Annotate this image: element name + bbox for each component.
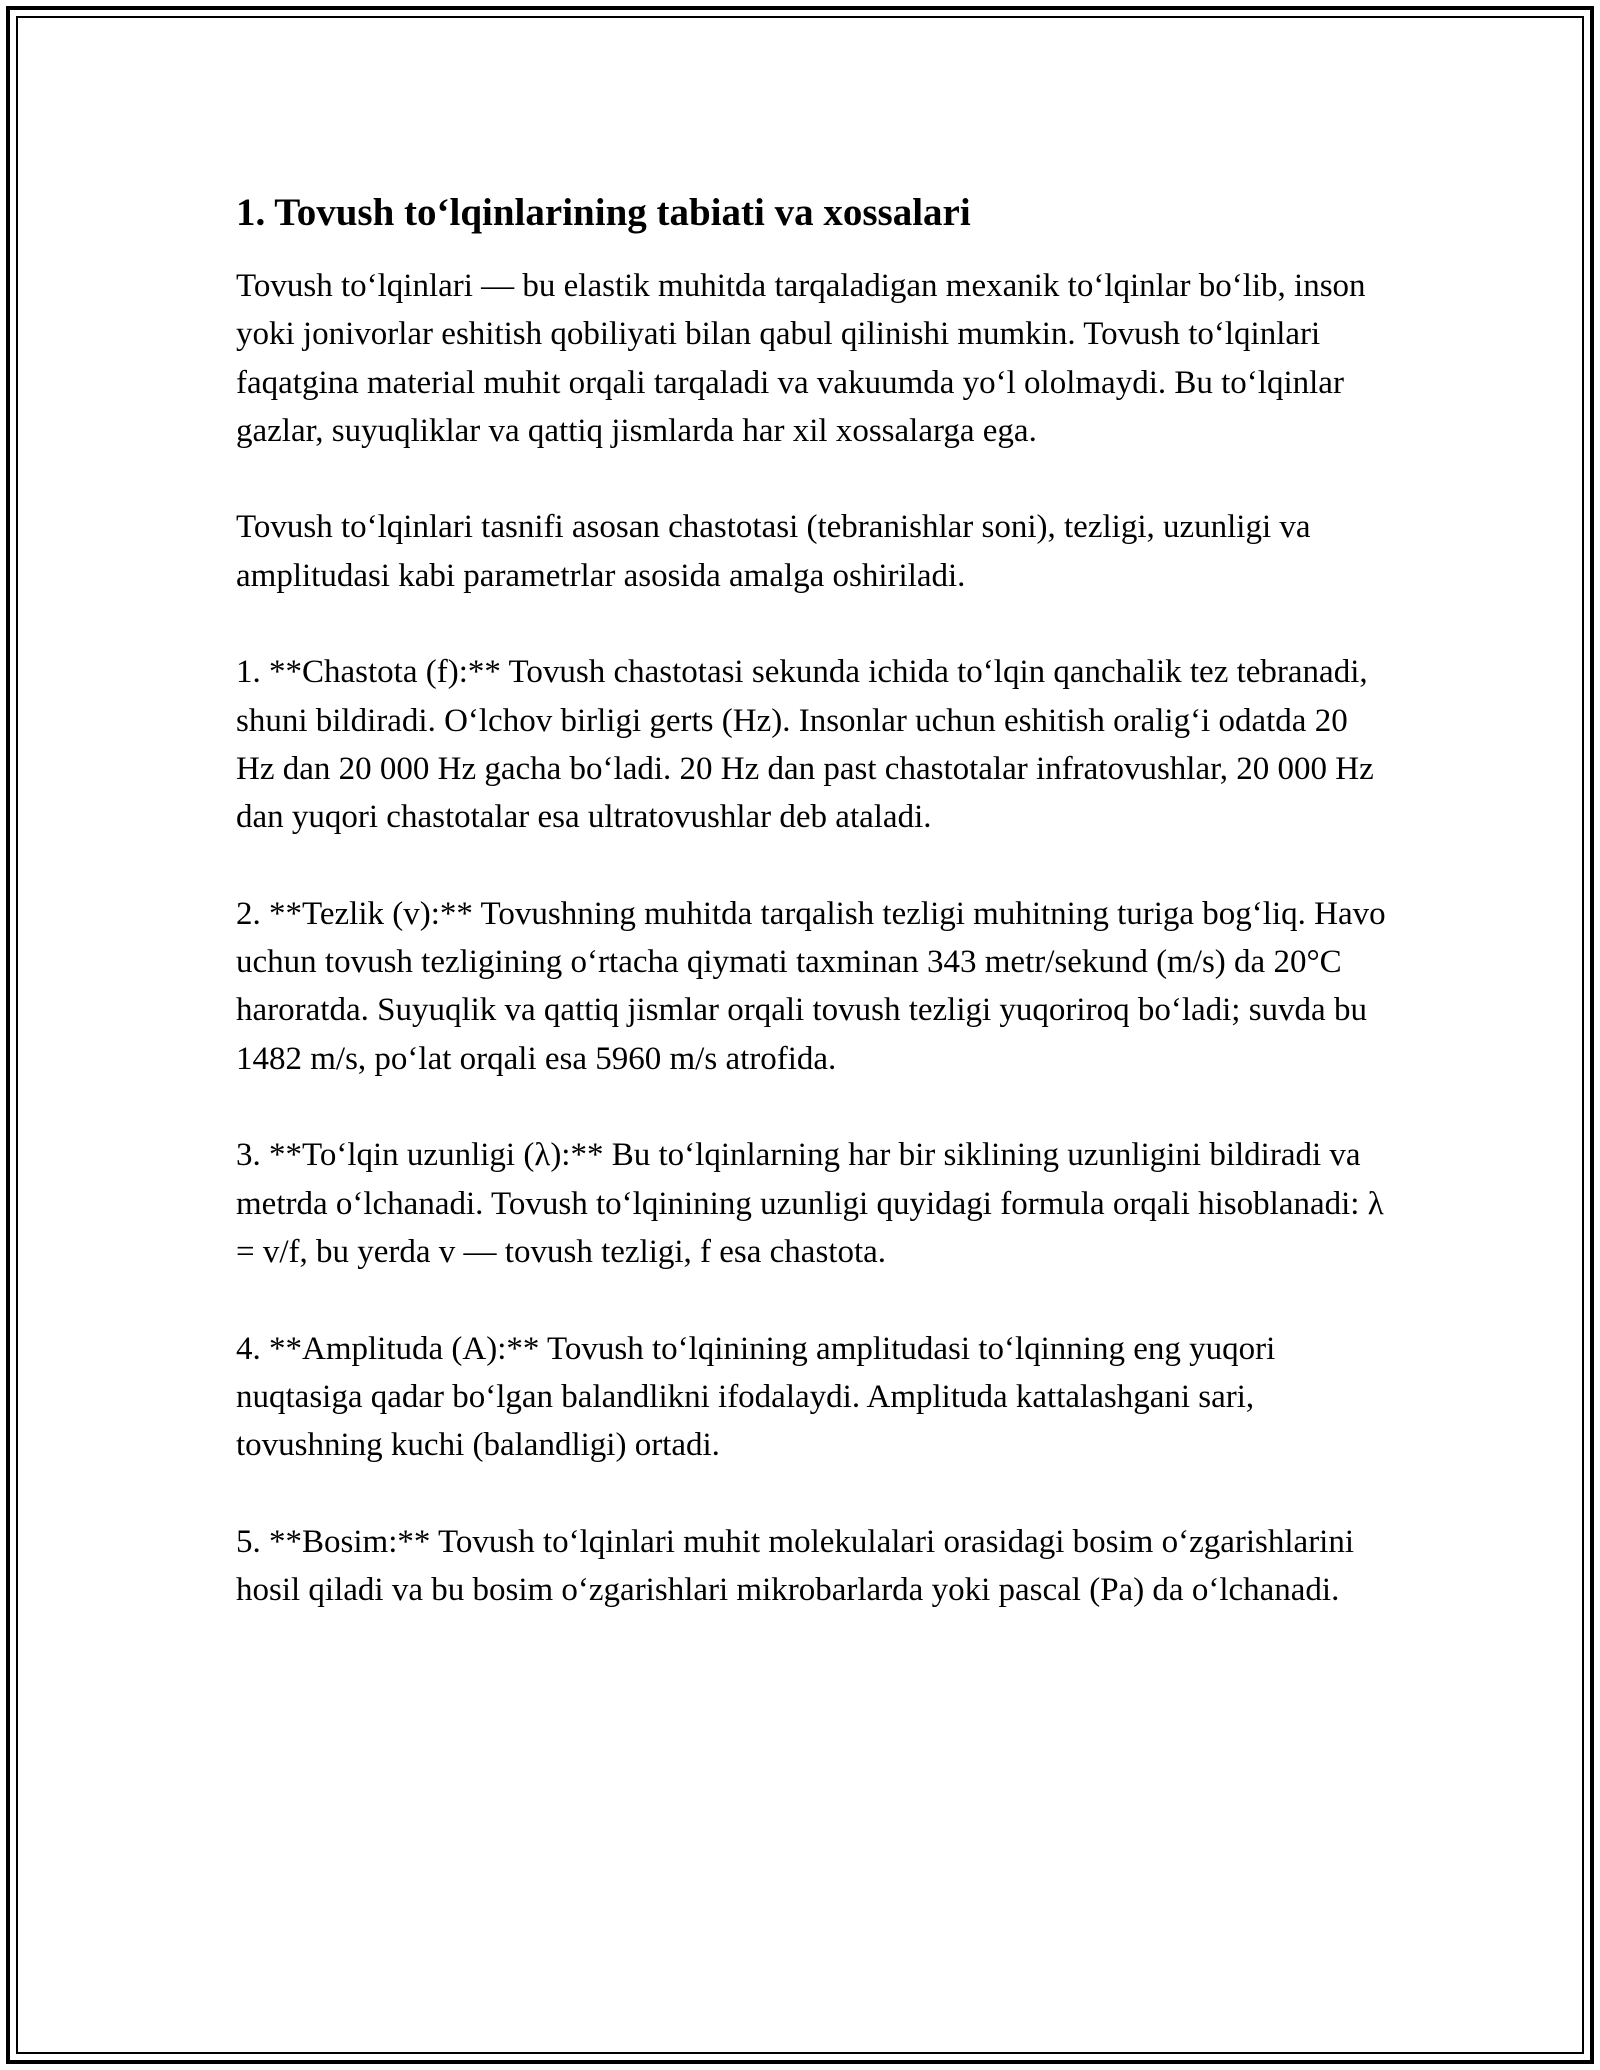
- paragraph-speed: 2. **Tezlik (v):** Tovushning muhitda tarqalish tezligi muhitning turiga bog‘liq. Havo uchun tovush tezligining o‘rtacha qiymati taxminan 343 metr/sekund (m/s) da 20°C haroratda. Suyuqlik va qattiq jismlar orqali tovush tezligi yuqoriroq bo‘ladi; suvda bu 1482 m/s, po‘lat orqali esa 5960 m/s atrofida.: [236, 895, 1386, 1077]
- section-heading: 1. Tovush to‘lqinlarining tabiati va xossalari: [236, 191, 971, 234]
- paragraph-classification: Tovush to‘lqinlari tasnifi asosan chastotasi (tebranishlar soni), tezligi, uzunligi va amplitudasi kabi parametrlar asosida amalga oshiriladi.: [236, 509, 1311, 594]
- paragraph-pressure: 5. **Bosim:** Tovush to‘lqinlari muhit molekulalari orasidagi bosim o‘zgarishlarini hosil qiladi va bu bosim o‘zgarishlari mikrobarlarda yoki pascal (Pa) da o‘lchanadi.: [236, 1523, 1355, 1609]
- paragraph-amplitude: 4. **Amplituda (A):** Tovush to‘lqinining amplitudasi to‘lqinning eng yuqori nuqtasiga qadar bo‘lgan balandlikni ifodalaydi. Amplituda kattalashgani sari, tovushning kuchi (balandligi) ortadi.: [236, 1330, 1276, 1464]
- paragraph-intro: Tovush to‘lqinlari — bu elastik muhitda tarqaladigan mexanik to‘lqinlar bo‘lib, inson yoki jonivorlar eshitish qobiliyati bilan qabul qilinishi mumkin. Tovush to‘lqinlari faqatgina material muhit orqali tarqaladi va vakuumda yo‘l ololmaydi. Bu to‘lqinlar gazlar, suyuqliklar va qattiq jismlarda har xil xossalarga ega.: [236, 268, 1366, 449]
- paragraph-frequency: 1. **Chastota (f):** Tovush chastotasi sekunda ichida to‘lqin qanchalik tez tebranadi, shuni bildiradi. O‘lchov birligi gerts (Hz). Insonlar uchun eshitish oralig‘i odatda 20 Hz dan 20 000 Hz gacha bo‘ladi. 20 Hz dan past chastotalar infratovushlar, 20 000 Hz dan yuqori chastotalar esa ultratovushlar deb ataladi.: [236, 654, 1374, 836]
- document-body: [236, 186, 1386, 1663]
- paragraph-wavelength: 3. **To‘lqin uzunligi (λ):** Bu to‘lqinlarning har bir siklining uzunligini bildiradi va metrda o‘lchanadi. Tovush to‘lqinining uzunligi quyidagi formula orqali hisoblanadi: λ = v/f, bu yerda v — tovush tezligi, f esa chastota.: [236, 1137, 1384, 1270]
